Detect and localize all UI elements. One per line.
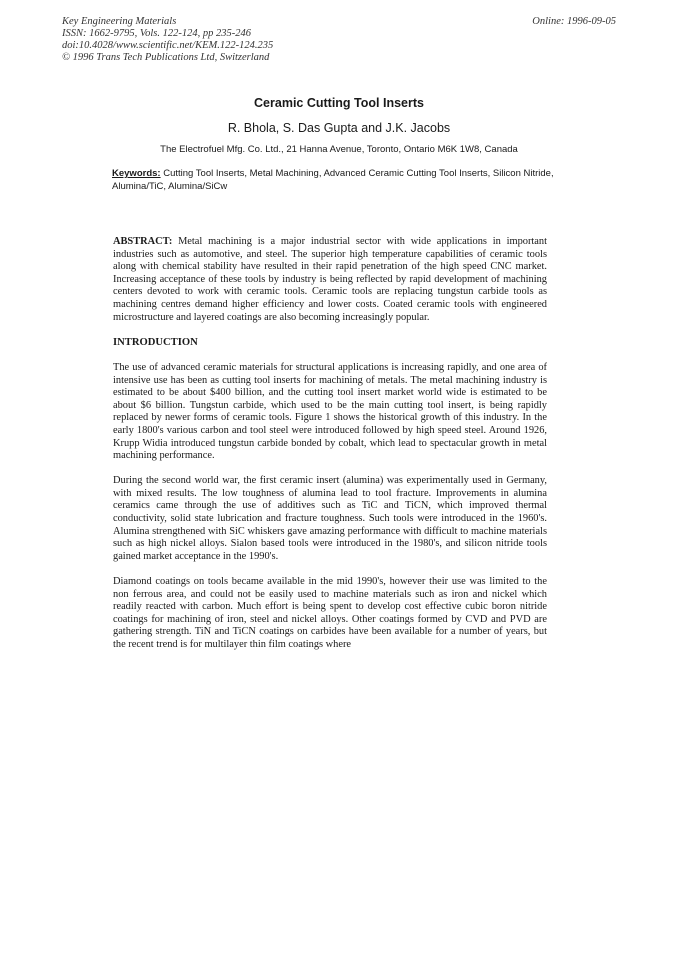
introduction-heading: INTRODUCTION [113, 336, 198, 348]
issn-line: ISSN: 1662-9795, Vols. 122-124, pp 235-246 [62, 28, 251, 39]
keywords-text: Cutting Tool Inserts, Metal Machining, Advanced Ceramic Cutting Tool Inserts, Silicon Nitride, Alumina/TiC, Alumina/SiCw [112, 168, 554, 192]
abstract [113, 236, 547, 324]
paper-affiliation: The Electrofuel Mfg. Co. Ltd., 21 Hanna Avenue, Toronto, Ontario M6K 1W8, Canada [160, 144, 518, 155]
paper-title: Ceramic Cutting Tool Inserts [254, 96, 424, 110]
keywords [112, 167, 560, 193]
online-date: Online: 1996-09-05 [532, 16, 616, 27]
journal-header [62, 16, 273, 64]
copyright-line: © 1996 Trans Tech Publications Ltd, Switzerland [62, 52, 270, 63]
journal-name: Key Engineering Materials [62, 16, 177, 27]
intro-paragraph: During the second world war, the first ceramic insert (alumina) was experimentally used in Germany, with mixed results. The low toughness of alumina lead to tool fracture. Improvements in alumina ceramics came through the use of additives such as TiC and TiCN, which improved thermal conductivity, solid state lubrication and fracture toughness. Such tools were introduced in the 1960's. Alumina strengthened with SiC whiskers gave amazing performance with difficult to machine materials such as high nickel alloys. Sialon based tools were introduced in the 1980's, and silicon nitride tools gained market acceptance in the 1990's. [113, 475, 547, 562]
doi-link[interactable]: doi:10.4028/www.scientific.net/KEM.122-124.235 [62, 40, 274, 51]
intro-paragraph: The use of advanced ceramic materials for structural applications is increasing rapidly, and one area of intensive use has been as cutting tool inserts for machining of metals. The metal machining industry is estimated to be about $400 billion, and the cutting tool insert market world wide is estimated to be about $6 billion. Tungstun carbide, which used to be the main cutting tool insert, is being rapidly replaced by newer forms of ceramic tools. Figure 1 shows the historical growth of this industry. In the early 1800's various carbon and tool steel were introduced followed by high speed steel. Around 1926, Krupp Widia introduced tungstun carbide bonded by cobalt, which lead to spectacular growth in metal machining performance. [113, 361, 547, 462]
paper-body [113, 236, 547, 664]
paper-authors: R. Bhola, S. Das Gupta and J.K. Jacobs [227, 121, 451, 135]
keywords-label: Keywords: [112, 168, 161, 179]
abstract-text: Metal machining is a major industrial sector with wide applications in important industries such as automotive, and steel. The superior high temperature capabilities of ceramic tools along with chemical stability have resulted in their rapid penetration of the high speed CNC market. Increasing acceptance of these tools by industry is being reflected by rapid development of machining centers devoted to work with ceramic tools. Ceramic tools are replacing tungstun carbide tools as machining centres demand higher efficiency and lower costs. Coated ceramic tools with engineered microstructure and layered coatings are also becoming increasingly popular. [113, 236, 547, 323]
abstract-label: ABSTRACT: [113, 236, 173, 247]
intro-paragraph: Diamond coatings on tools became available in the mid 1990's, however their use was limited to the non ferrous area, and could not be easily used to machine materials such as iron and nickel which readily reacted with carbon. Much effort is being spent to develop cost effective cubic boron nitride coatings for machining of iron, steel and nickel alloys. Other coatings formed by CVD and PVD are gathering strength. TiN and TiCN coatings on carbides have been available for a number of years, but the recent trend is for multilayer thin film coatings where [113, 576, 547, 650]
